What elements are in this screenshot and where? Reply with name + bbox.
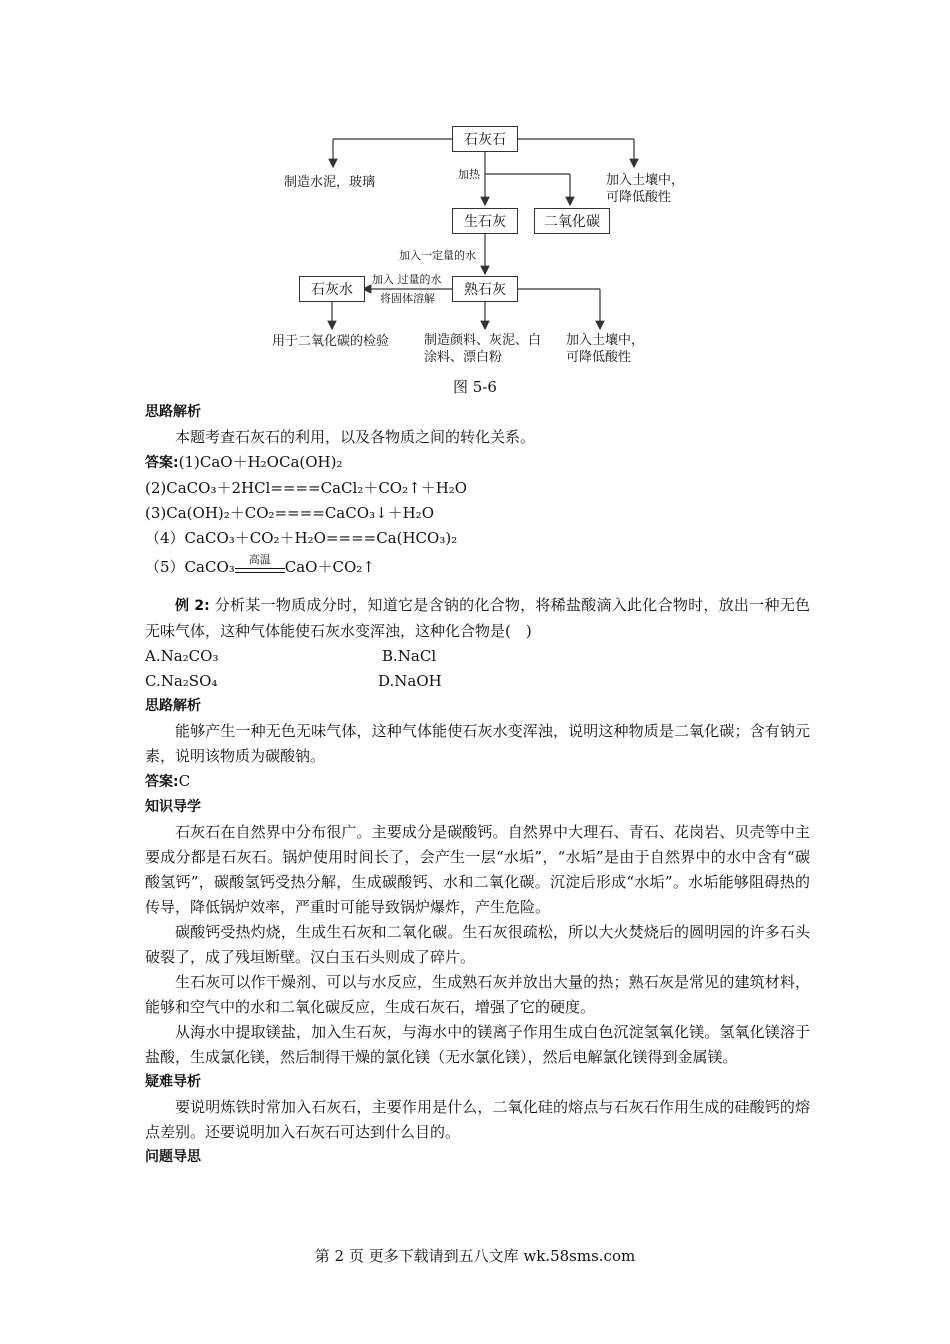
equation-3: (3)Ca(OH)₂＋CO₂====CaCO₃↓＋H₂O [145,504,434,522]
questions-heading: 问题导思 [145,1149,201,1165]
equation-4: （4）CaCO₃＋CO₂＋H₂O====Ca(HCO₃)₂ [145,529,458,547]
limestone-node: 石灰石 [452,126,518,152]
example-2-question: 分析某一物质成分时，知道它是含钠的化合物，将稀盐酸滴入此化合物时，放出一种无色无味气体，这种气体能使石灰水变浑浊，这种化合物是( ) [145,596,810,640]
label-soil-1b: 可降低酸性 [606,190,672,205]
answer-2-value: C [178,772,191,790]
figure-caption: 图 5-6 [453,378,497,396]
label-co2-test: 用于二氧化碳的检验 [272,334,390,349]
label-excess-water: 加入 过量的水 [372,273,442,286]
knowledge-paragraph: 生石灰可以作干燥剂、可以与水反应，生成熟石灰并放出大量的热；熟石灰是常见的建筑材料，能够和空气中的水和二氧化碳反应，生成石灰石，增强了它的硬度。 [145,973,810,1016]
options-row-2 [145,669,810,694]
knowledge-paragraph: 从海水中提取镁盐，加入生石灰，与海水中的镁离子作用生成白色沉淀氢氧化镁。氢氧化镁溶于盐酸，生成氯化镁，然后制得干燥的氯化镁（无水氯化镁），然后电解氯化镁得到金属镁。 [145,1023,810,1066]
page-footer: 第 2 页 更多下载请到五八文库 wk.58sms.com [314,1247,636,1265]
answer-2-label: 答案: [145,774,179,790]
knowledge-paragraph: 石灰石在自然界中分布很广。主要成分是碳酸钙。自然界中大理石、青石、花岗岩、贝壳等中主要成分都是石灰石。锅炉使用时间长了，会产生一层“水垢”，“水垢”是由于自然界中的水中含有“碳酸氢钙”，碳酸氢钙受热分解，生成碳酸钙、水和二氧化碳。沉淀后形成“水垢”。水垢能够阻碍热的传导，降低锅炉效率，严重时可能导致锅炉爆炸，产生危险。 [145,823,810,916]
analysis-text-1: 本题考查石灰石的利用，以及各物质之间的转化关系。 [175,428,536,446]
equation-1: (1)CaO＋H₂OCa(OH)₂ [178,453,343,471]
analysis-heading-2: 思路解析 [145,698,201,714]
document-body [145,400,810,1170]
limewater-node: 石灰水 [299,276,365,302]
diagram-arrows [0,0,950,380]
carbon-dioxide-node: 二氧化碳 [534,208,610,234]
difficulty-text: 要说明炼铁时常加入石灰石，主要作用是什么，二氧化硅的熔点与石灰石作用生成的硅酸钙的熔点差别。还要说明加入石灰石可达到什么目的。 [145,1098,810,1141]
slaked-lime-node: 熟石灰 [452,276,518,302]
option-a: A.Na₂CO₃ [145,647,219,665]
knowledge-heading: 知识导学 [145,799,201,815]
quicklime-node: 生石灰 [452,208,518,234]
option-d: D.NaOH [378,672,442,690]
label-heat: 加热 [458,168,480,181]
answer-2 [145,769,810,795]
answer-label: 答案: [145,455,179,471]
equation-5-right: CaO＋CO₂↑ [284,558,375,576]
difficulty-heading: 疑难导析 [145,1074,201,1090]
label-manufacture-1: 制造颜料、灰泥、白 [424,333,542,348]
limestone-flow-diagram [0,0,950,380]
label-dissolve-solid: 将固体溶解 [380,292,435,305]
reaction-condition-text: 高温 [248,553,271,566]
option-b: B.NaCl [382,647,437,665]
equation-2: (2)CaCO₃＋2HCl====CaCl₂＋CO₂↑＋H₂O [145,479,468,497]
label-cement-glass: 制造水泥，玻璃 [284,175,376,190]
options-row-1 [145,644,810,669]
answer-1-eq1 [145,450,810,476]
reaction-condition [235,555,285,580]
label-soil-2b: 可降低酸性 [566,350,632,365]
label-manufacture-2: 涂料、漂白粉 [424,350,503,365]
label-soil-1a: 加入土壤中， [606,173,685,188]
example-2-label: 例 2: [175,598,210,614]
option-c: C.Na₂SO₄ [145,672,218,690]
example-2 [145,593,810,644]
label-add-water: 加入一定量的水 [399,249,476,262]
analysis-text-2: 能够产生一种无色无味气体，这种气体能使石灰水变浑浊，说明这种物质是二氧化碳；含有钠元素，说明该物质为碳酸钠。 [145,722,810,765]
equation-5 [145,555,810,580]
label-soil-2a: 加入土壤中， [566,333,645,348]
equation-5-left: （5）CaCO₃ [145,558,235,576]
analysis-heading-1: 思路解析 [145,404,201,420]
knowledge-paragraph: 碳酸钙受热灼烧，生成生石灰和二氧化碳。生石灰很疏松，所以大火焚烧后的圆明园的许多石头破裂了，成了残垣断壁。汉白玉石头则成了碎片。 [145,923,810,966]
